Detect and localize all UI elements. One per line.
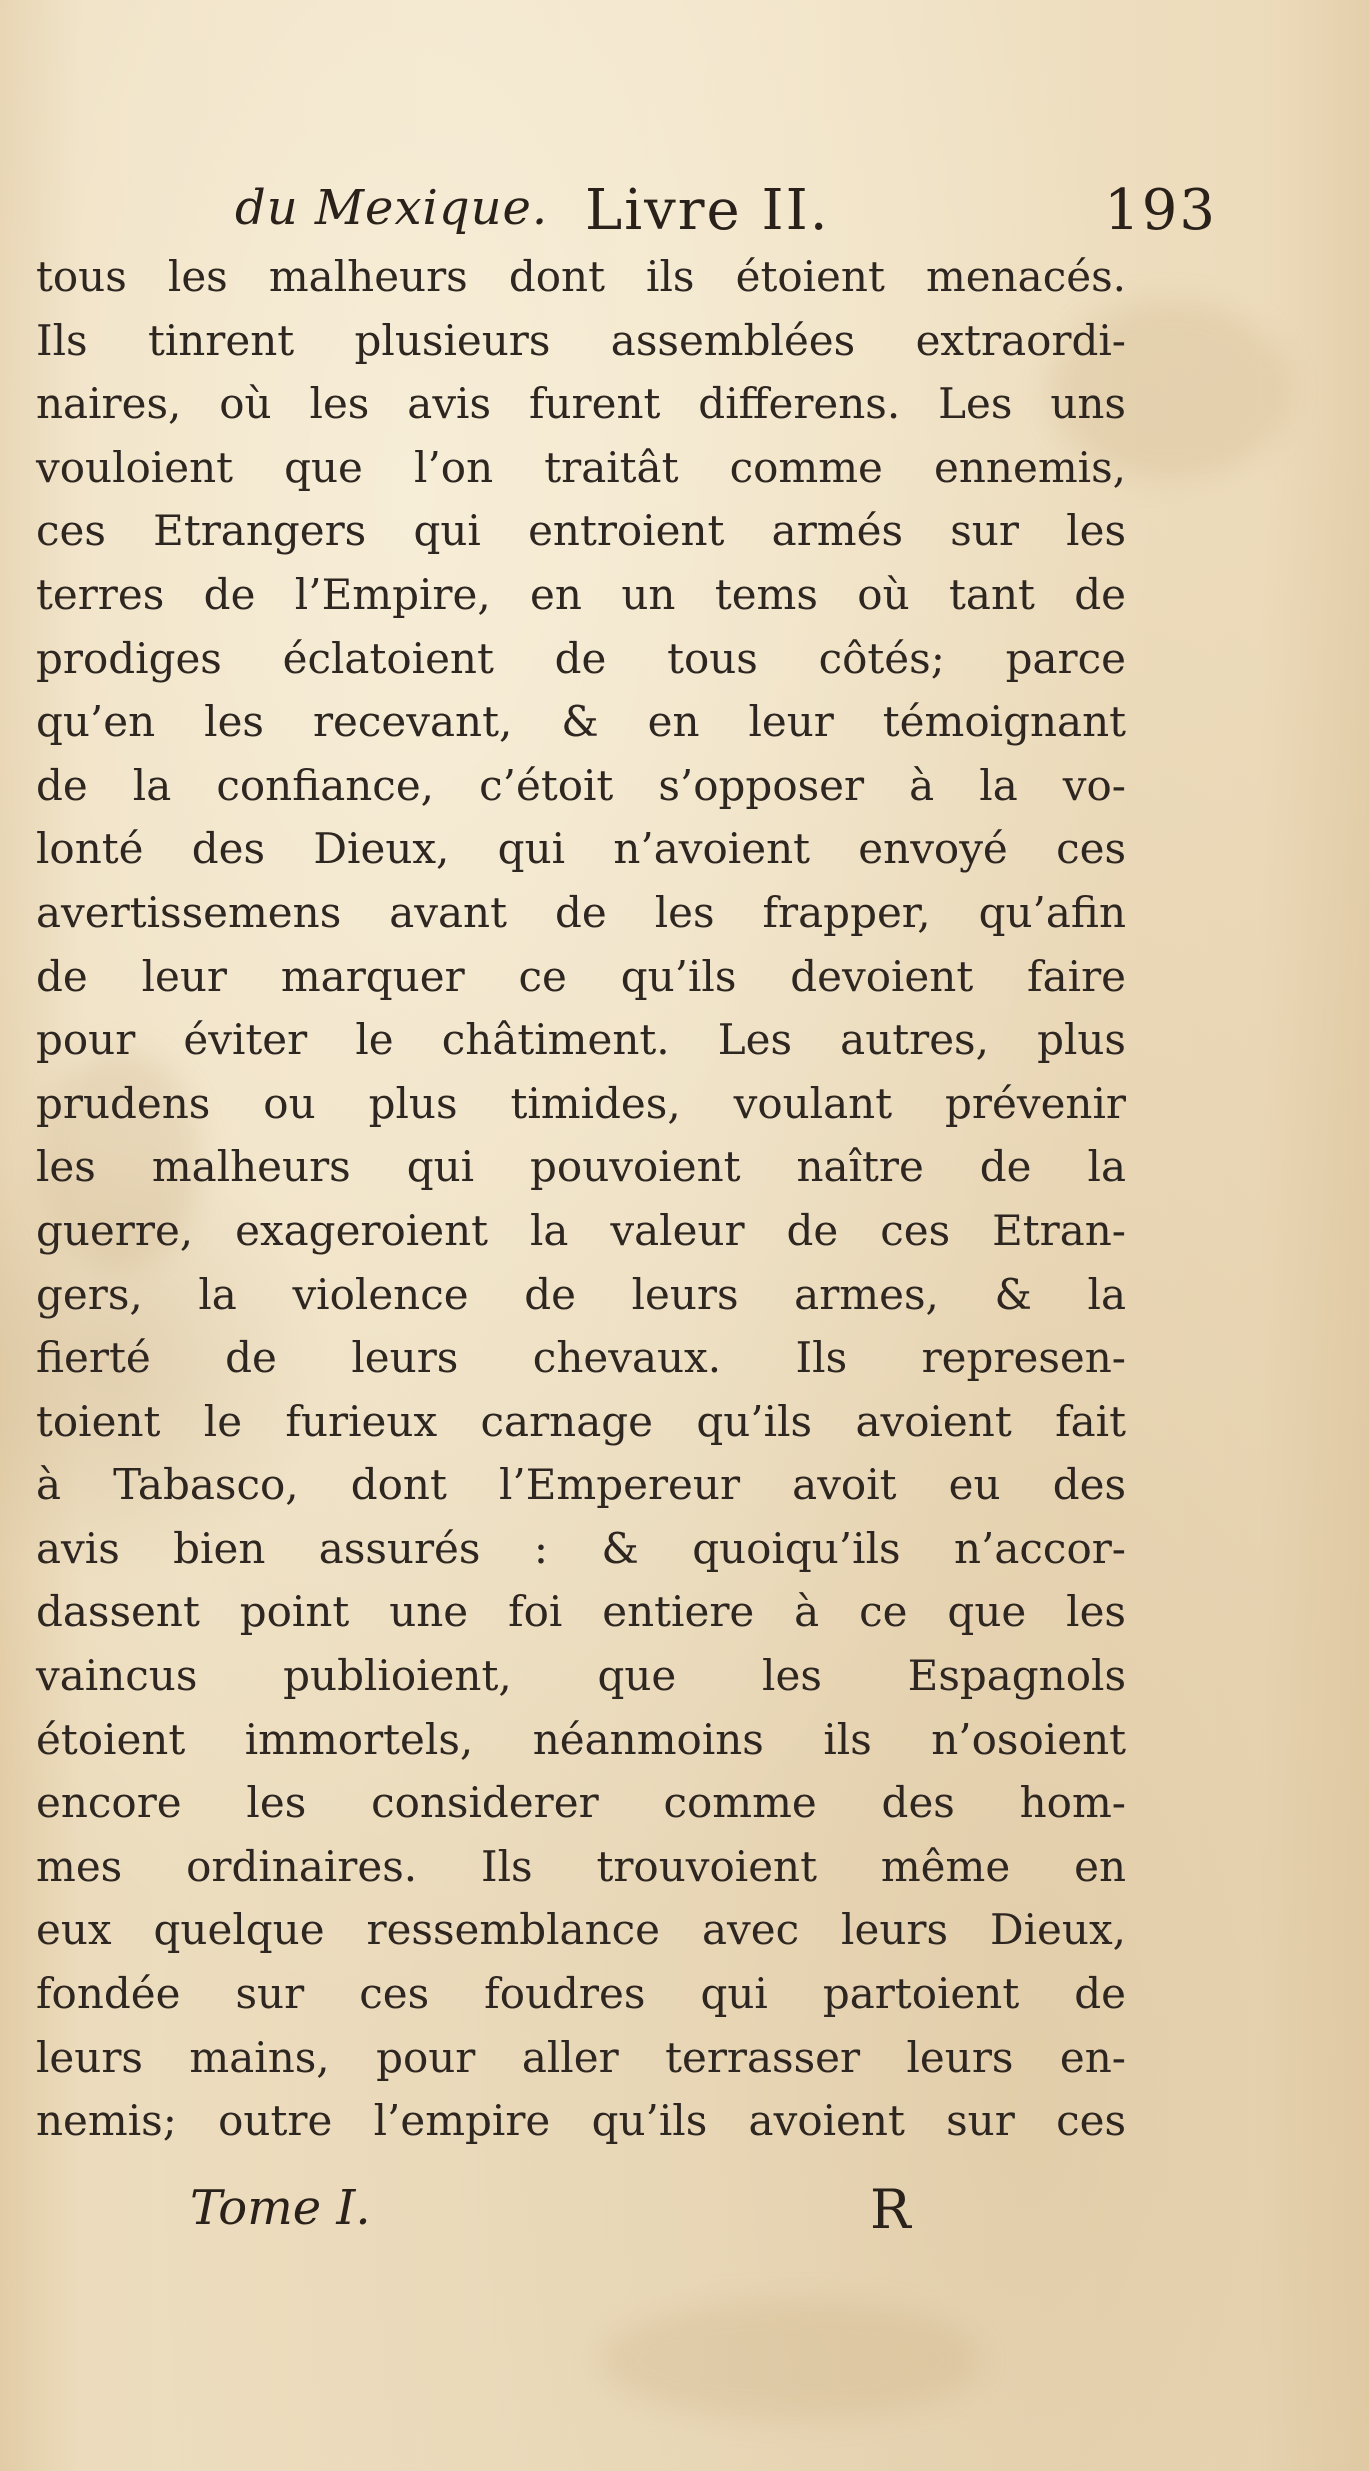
text-line: mes ordinaires. Ils trouvoient même en <box>36 1841 1126 1891</box>
text-line: pour éviter le châtiment. Les autres, plus <box>36 1015 1126 1065</box>
text-line: guerre, exageroient la valeur de ces Etran- <box>36 1205 1126 1255</box>
text-line: de leur marquer ce qu’ils devoient faire <box>36 951 1126 1001</box>
text-line: à Tabasco, dont l’Empereur avoit eu des <box>36 1460 1126 1510</box>
page-header <box>195 170 1235 243</box>
text-line: leurs mains, pour aller terrasser leurs en- <box>36 2032 1126 2082</box>
text-line: dassent point une foi entiere à ce que les <box>36 1587 1126 1637</box>
signature-mark: R <box>870 2178 911 2241</box>
page-number: 193 <box>1104 178 1217 243</box>
text-line: avertissemens avant de les frapper, qu’afin <box>36 887 1126 937</box>
text-line: gers, la violence de leurs armes, & la <box>36 1269 1126 1319</box>
text-line: vaincus publioient, que les Espagnols <box>36 1651 1126 1701</box>
text-line: nemis; outre l’empire qu’ils avoient sur ces <box>36 2096 1126 2146</box>
text-line: fierté de leurs chevaux. Ils represen- <box>36 1333 1126 1383</box>
text-line: vouloient que l’on traitât comme ennemis, <box>36 442 1126 492</box>
running-title: du Mexique. <box>235 180 549 236</box>
text-line: les malheurs qui pouvoient naître de la <box>36 1142 1126 1192</box>
text-line: naires, où les avis furent differens. Les uns <box>36 379 1126 429</box>
text-line: qu’en les recevant, & en leur témoignant <box>36 697 1126 747</box>
text-line: prudens ou plus timides, voulant prévenir <box>36 1078 1126 1128</box>
text-line: avis bien assurés : & quoiqu’ils n’accor- <box>36 1523 1126 1573</box>
text-line: encore les considerer comme des hom- <box>36 1778 1126 1828</box>
text-line: eux quelque ressemblance avec leurs Dieux, <box>36 1905 1126 1955</box>
text-line: prodiges éclatoient de tous côtés; parce <box>36 633 1126 683</box>
volume-label: Tome I. <box>190 2180 371 2236</box>
text-line: lonté des Dieux, qui n’avoient envoyé ces <box>36 824 1126 874</box>
text-line: de la confiance, c’étoit s’opposer à la vo- <box>36 760 1126 810</box>
text-line: toient le furieux carnage qu’ils avoient fait <box>36 1396 1126 1446</box>
text-line: terres de l’Empire, en un tems où tant de <box>36 569 1126 619</box>
text-line: Ils tinrent plusieurs assemblées extraordi- <box>36 315 1126 365</box>
text-line: fondée sur ces foudres qui partoient de <box>36 1969 1126 2019</box>
paper-stain <box>600 2300 980 2420</box>
body-text <box>36 245 1126 2153</box>
text-line: étoient immortels, néanmoins ils n’osoient <box>36 1714 1126 1764</box>
text-line: tous les malheurs dont ils étoient menacés. <box>36 252 1126 301</box>
book-label: Livre II. <box>585 178 830 243</box>
text-line: ces Etrangers qui entroient armés sur les <box>36 506 1126 556</box>
page-footer <box>190 2180 1010 2260</box>
